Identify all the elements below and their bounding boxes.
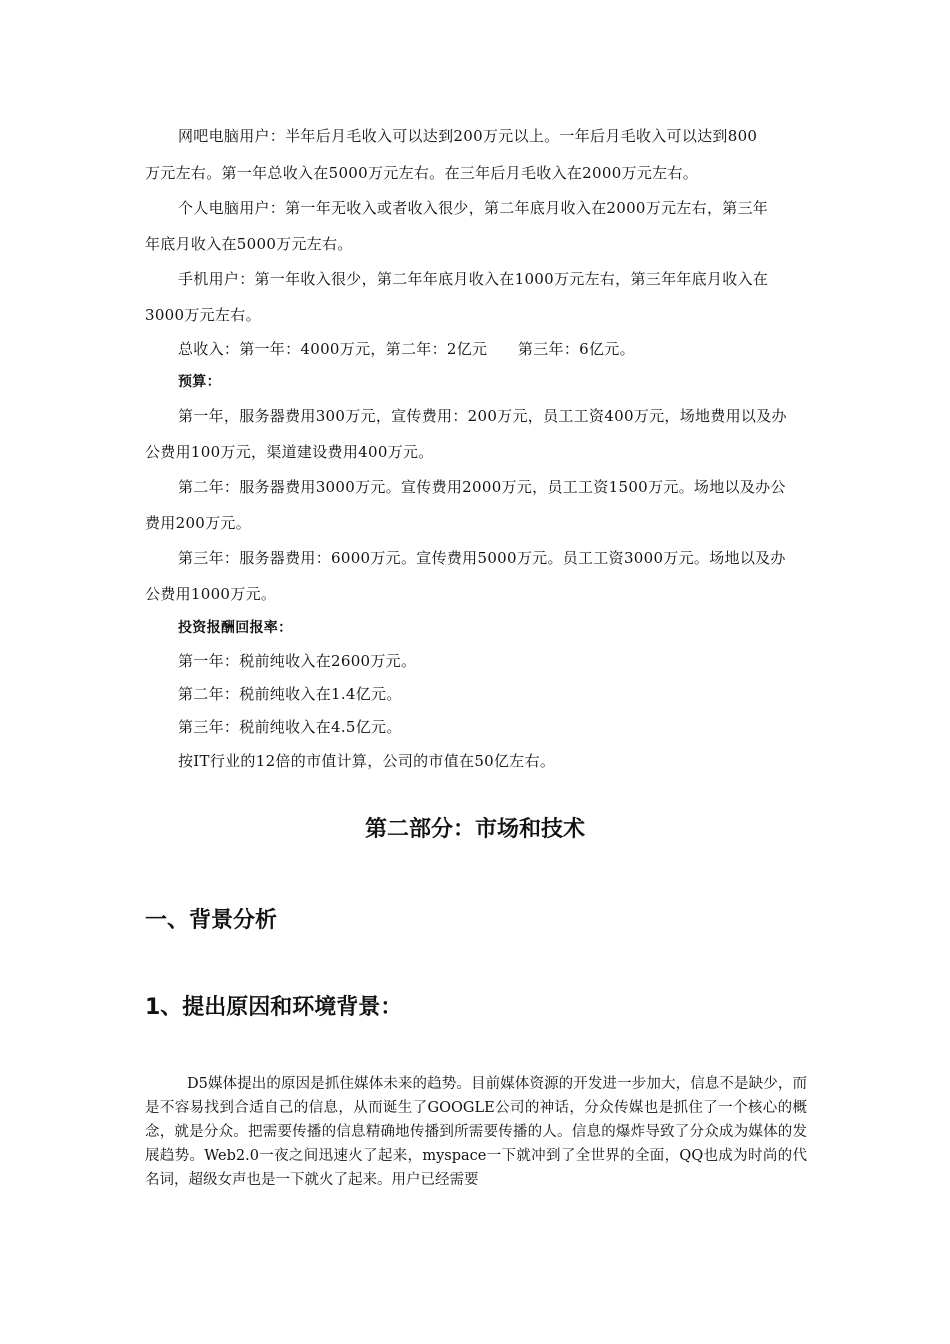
text-line: 第一年，服务器费用300万元，宣传费用：200万元，员工工资400万元，场地费用以及办 <box>178 407 787 425</box>
heading-reasons: 1、提出原因和环境背景： <box>145 995 403 1020</box>
text-line: 第一年：税前纯收入在2600万元。 <box>178 652 417 670</box>
text-line: 手机用户：第一年收入很少，第二年年底月收入在1000万元左右，第三年年底月收入在 <box>178 270 769 288</box>
text-line: 公费用1000万元。 <box>145 585 277 603</box>
subheading-budget: 预算： <box>178 374 221 390</box>
text-line: 万元左右。第一年总收入在5000万元左右。在三年后月毛收入在2000万元左右。 <box>145 164 699 182</box>
text-line: 第三年：服务器费用：6000万元。宣传费用5000万元。员工工资3000万元。场地以及办 <box>178 549 786 567</box>
text-line: 第三年：税前纯收入在4.5亿元。 <box>178 718 402 736</box>
subheading-roi: 投资报酬回报率： <box>178 620 293 636</box>
body-paragraph: D5媒体提出的原因是抓住媒体未来的趋势。目前媒体资源的开发进一步加大，信息不是缺少，而是不容易找到合适自己的信息，从而诞生了GOOGLE公司的神话，分众传媒也是抓住了一个核心的概念，就是分众。把需要传播的信息精确地传播到所需要传播的人。信息的爆炸导致了分众成为媒体的发展趋势。Web2.0一夜之间迅速火了起来，myspace一下就冲到了全世界的全面，QQ也成为时尚的代名词，超级女声也是一下就火了起来。用户已经需要 <box>145 1076 807 1188</box>
text-line: 总收入：第一年：4000万元，第二年：2亿元 第三年：6亿元。 <box>178 340 635 358</box>
text-line: 个人电脑用户：第一年无收入或者收入很少，第二年底月收入在2000万元左右，第三年 <box>178 199 769 217</box>
text-line: 年底月收入在5000万元左右。 <box>145 235 353 253</box>
text-line: 费用200万元。 <box>145 514 252 532</box>
text-line: 按IT行业的12倍的市值计算，公司的市值在50亿左右。 <box>178 752 556 770</box>
text-line: 公费用100万元，渠道建设费用400万元。 <box>145 443 434 461</box>
text-line: 3000万元左右。 <box>145 306 261 324</box>
text-line: 网吧电脑用户：半年后月毛收入可以达到200万元以上。一年后月毛收入可以达到800 <box>178 127 758 145</box>
section-title: 第二部分：市场和技术 <box>364 817 585 842</box>
heading-background-analysis: 一、背景分析 <box>145 908 278 933</box>
text-line: 第二年：税前纯收入在1.4亿元。 <box>178 685 402 703</box>
text-line: 第二年：服务器费用3000万元。宣传费用2000万元，员工工资1500万元。场地以及办公 <box>178 478 786 496</box>
